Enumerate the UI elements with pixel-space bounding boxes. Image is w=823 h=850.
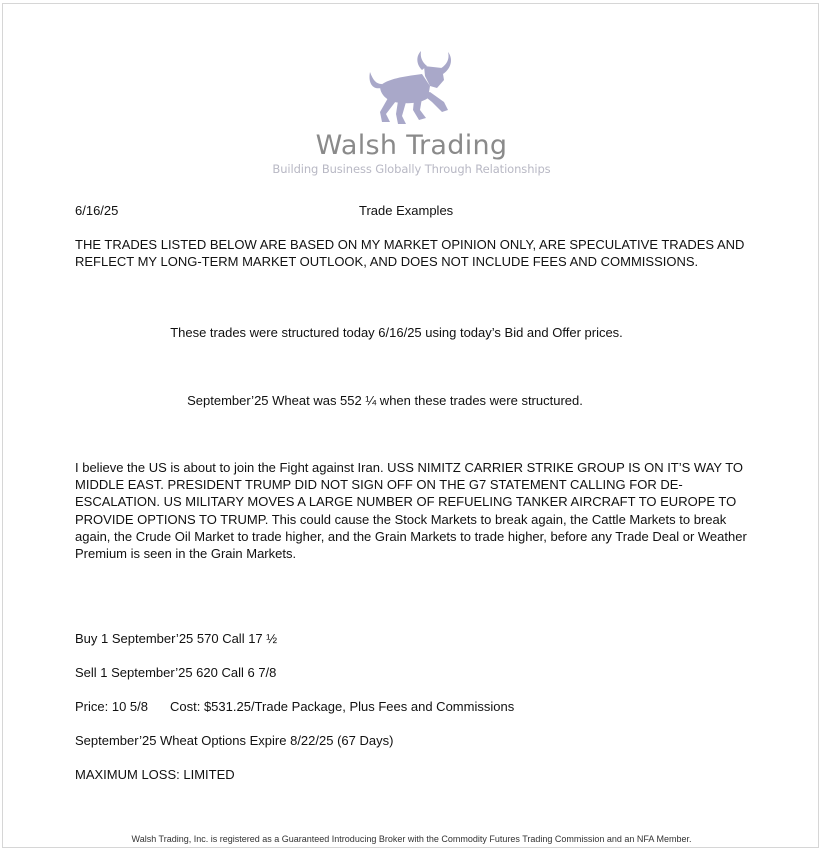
buy-leg: Buy 1 September’25 570 Call 17 ½: [75, 631, 278, 646]
maximum-loss: MAXIMUM LOSS: LIMITED: [75, 767, 235, 782]
brand-tagline: Building Business Globally Through Relationships: [272, 162, 551, 176]
document-date: 6/16/25: [75, 203, 119, 218]
brand-name: Walsh Trading: [315, 130, 508, 161]
sell-leg: Sell 1 September’25 620 Call 6 7/8: [75, 665, 277, 680]
market-outlook-paragraph: I believe the US is about to join the Fight against Iran. USS NIMITZ CARRIER STRIKE GROUP IS ON IT’S WAY TO MIDDLE EAST. PRESIDENT TRUMP DID NOT SIGN OFF ON THE G7 STATEMENT CALLING FOR DE-ESCALATION. US MILITARY MOVES A LARGE NUMBER OF REFUELING TANKER AIRCRAFT TO EUROPE TO PROVIDE OPTIONS TO TRUMP. This could cause the Stock Markets to break again, the Cattle Markets to break again, the Crude Oil Market to trade higher, and the Grain Markets to trade higher, before any Trade Deal or Weather Premium is seen in the Grain Markets.: [75, 460, 747, 562]
trade-price: Price: 10 5/8: [75, 699, 148, 714]
structured-note: These trades were structured today 6/16/25 using today’s Bid and Offer prices.: [170, 325, 623, 340]
disclaimer-paragraph: THE TRADES LISTED BELOW ARE BASED ON MY MARKET OPINION ONLY, ARE SPECULATIVE TRADES AND REFLECT MY LONG-TERM MARKET OUTLOOK, AND DOES NOT INCLUDE FEES AND COMMISSIONS.: [75, 237, 745, 270]
wheat-price-note: September’25 Wheat was 552 ¼ when these trades were structured.: [187, 393, 583, 408]
company-logo: [0, 46, 823, 176]
trade-cost: Cost: $531.25/Trade Package, Plus Fees and Commissions: [170, 699, 515, 714]
regulatory-footer: Walsh Trading, Inc. is registered as a Guaranteed Introducing Broker with the Commodity Futures Trading Commission and an NFA Member.: [131, 834, 692, 844]
document-title: Trade Examples: [359, 203, 454, 218]
options-expiry: September’25 Wheat Options Expire 8/22/25 (67 Days): [75, 733, 394, 748]
bull-icon: [364, 46, 460, 128]
